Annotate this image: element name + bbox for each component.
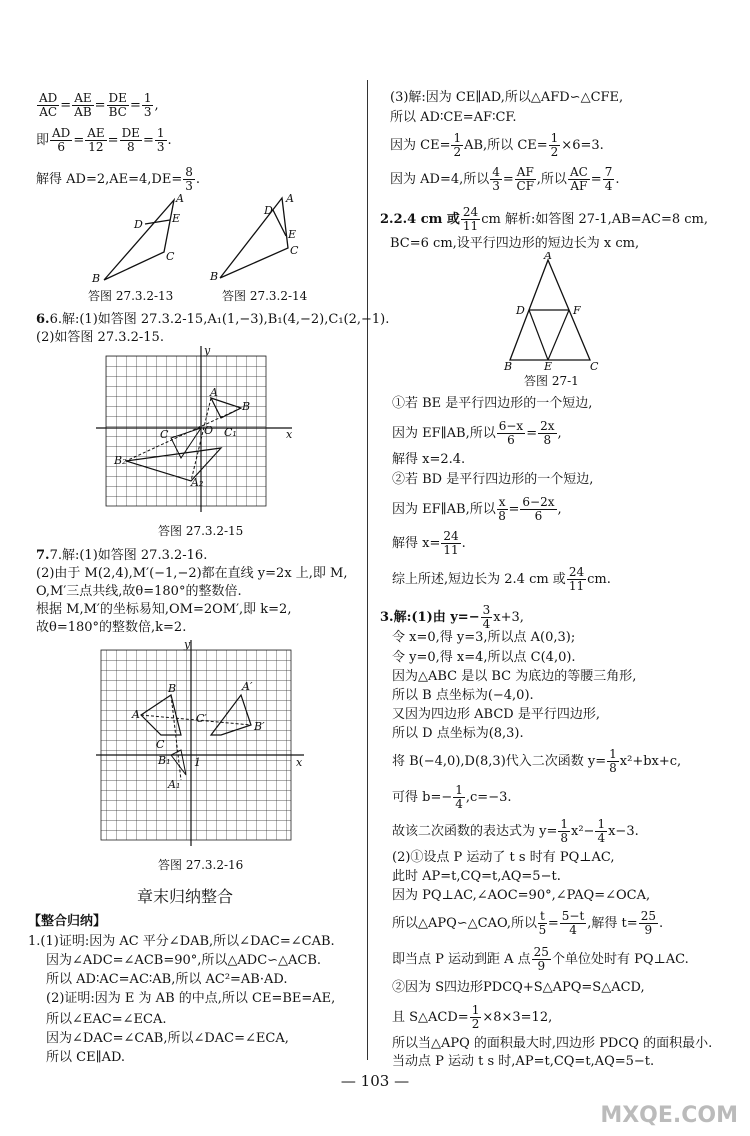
q7-line-3: O,M′三点共线,故θ=180°的整数倍. [36, 584, 242, 599]
svg-text:B: B [210, 270, 219, 283]
q3-line-1: 3.解:(1)由 y=− $\frac{3}{4}$ x+3, [380, 603, 524, 631]
caption-fig-14: 答图 27.3.2-14 [222, 289, 308, 303]
svg-text:F: F [573, 304, 581, 317]
figure-27-3-2-16 [96, 640, 306, 850]
case-summary: 综上所述,短边长为 2.4 cm 或 $\frac{24}{11}$ cm. [392, 565, 611, 593]
svg-text:y: y [204, 346, 211, 357]
figure-27-3-2-14 [208, 190, 308, 286]
s1-line-7: 所以 CE∥AD. [46, 1050, 126, 1065]
column-divider [367, 80, 368, 1060]
svg-text:O: O [204, 424, 214, 437]
q2-line-1: 2.2.4 cm 或 $\frac{24}{11}$ cm 解析:如答图 27-1,AB=AC=8 cm, [380, 205, 708, 233]
q7-line-1: 7.7.解:(1)如答图 27.3.2-16. [36, 548, 208, 563]
svg-text:A₂: A₂ [191, 476, 204, 489]
svg-text:C₁: C₁ [224, 426, 237, 439]
q3-line-10: 故该二次函数的表达式为 y= $\frac{1}{8}$ x²− $\frac{1}{4}$ x−3. [392, 817, 639, 845]
svg-text:A: A [544, 252, 552, 262]
q3-line-15: 即当点 P 运动到距 A 点 $\frac{25}{9}$ 个单位处时有 PQ⊥AC. [392, 945, 689, 973]
case2-eq: 因为 EF∥AB,所以 $\frac{x}{8}$ = $\frac{6-2x}{6}$ , [392, 495, 562, 523]
svg-text:A: A [132, 708, 140, 721]
svg-text:D: D [264, 204, 273, 217]
page-number: — 103 — [340, 1072, 410, 1090]
caption-fig-13: 答图 27.3.2-13 [88, 289, 174, 303]
case1-line: ①若 BE 是平行四边形的一个短边, [392, 396, 593, 411]
q3-line-16: ②因为 S四边形PDCQ+S△APQ=S△ACD, [392, 980, 645, 995]
q3-line-12: 此时 AP=t,CQ=t,AQ=5−t. [392, 869, 561, 884]
watermark-logo: MXQE.COM [600, 1103, 738, 1128]
svg-text:C: C [590, 360, 599, 372]
caption-fig-15: 答图 27.3.2-15 [158, 524, 244, 538]
caption-fig-16: 答图 27.3.2-16 [158, 858, 244, 872]
q2-line-2: BC=6 cm,设平行四边形的短边长为 x cm, [390, 236, 640, 251]
case2-line: ②若 BD 是平行四边形的一个短边, [392, 472, 594, 487]
q3-line-8: 将 B(−4,0),D(8,3)代入二次函数 y= $\frac{1}{8}$ x²+bx+c, [392, 747, 682, 775]
q3-line-18: 所以当△APQ 的面积最大时,四边形 PDCQ 的面积最小. [392, 1036, 713, 1051]
q3-line-4: 因为△ABC 是以 BC 为底边的等腰三角形, [392, 669, 637, 684]
s1-line-1: 1.(1)证明:因为 AC 平分∠DAB,所以∠DAC=∠CAB. [28, 934, 335, 949]
svg-text:C: C [290, 244, 299, 257]
figure-27-3-2-15 [96, 346, 296, 516]
equation-ratio-1: $\frac{AD}{AC}$ = $\frac{AE}{AB}$ = $\frac{DE}{BC}$ = $\frac{1}{3}$ , [39, 91, 159, 119]
case1-solve: 解得 x=2.4. [392, 452, 466, 467]
case2-solve: 解得 x= $\frac{24}{11}$ . [392, 529, 466, 557]
figure-27-3-2-13 [88, 190, 188, 286]
box-title: 【整合归纳】 [28, 914, 107, 929]
svg-text:A₁: A₁ [168, 778, 181, 791]
svg-text:A: A [210, 386, 218, 399]
svg-text:B: B [242, 400, 251, 413]
s1-line-4: (2)证明:因为 E 为 AB 的中点,所以 CE=BE=AE, [46, 991, 336, 1006]
q7-line-4: 根据 M,M′的坐标易知,OM=2OM′,即 k=2, [36, 602, 292, 617]
svg-text:B₂: B₂ [114, 454, 127, 467]
equation-ratio-2: 即 $\frac{AD}{6}$ = $\frac{AE}{12}$ = $\frac{DE}{8}$ = $\frac{1}{3}$ . [36, 126, 172, 154]
svg-text:C′: C′ [196, 712, 207, 725]
q6-line-1: 6.6.解:(1)如答图 27.3.2-15,A₁(1,−3),B₁(4,−2),C₁(2,−1). [36, 312, 390, 327]
r-line-2: 所以 AD∶CE=AF∶CF. [390, 110, 517, 125]
q3-line-9: 可得 b=− $\frac{1}{4}$ ,c=−3. [392, 783, 512, 811]
svg-text:B: B [504, 360, 513, 372]
s1-line-2: 因为∠ADC=∠ACB=90°,所以△ADC∽△ACB. [46, 953, 322, 968]
svg-text:A: A [286, 192, 294, 205]
solve-line: 解得 AD=2,AE=4,DE= $\frac{8}{3}$ . [36, 165, 200, 193]
q3-line-13: 因为 PQ⊥AC,∠AOC=90°,∠PAQ=∠OCA, [392, 888, 651, 903]
svg-text:C: C [156, 738, 165, 751]
q3-line-11: (2)①设点 P 运动了 t s 时有 PQ⊥AC, [392, 850, 615, 865]
q3-line-7: 所以 D 点坐标为(8,3). [392, 726, 524, 741]
svg-text:E: E [544, 360, 553, 372]
svg-text:A′: A′ [242, 680, 253, 693]
svg-text:C: C [160, 428, 169, 441]
svg-text:B: B [92, 272, 101, 285]
svg-text:A: A [176, 192, 184, 205]
q3-line-3: 令 y=0,得 x=4,所以点 C(4,0). [392, 650, 576, 665]
q3-line-19: 当动点 P 运动 t s 时,AP=t,CQ=t,AQ=5−t. [392, 1054, 655, 1069]
r-line-3: 因为 CE= $\frac{1}{2}$ AB,所以 CE= $\frac{1}{2}$ ×6=3. [390, 131, 604, 159]
svg-text:D: D [516, 304, 525, 317]
figure-27-1 [500, 252, 604, 372]
svg-text:x: x [296, 756, 303, 769]
s1-line-3: 所以 AD∶AC=AC∶AB,所以 AC²=AB·AD. [46, 972, 288, 987]
q3-line-2: 令 x=0,得 y=3,所以点 A(0,3); [392, 630, 576, 645]
section-title: 章末归纳整合 [136, 887, 233, 906]
case1-eq: 因为 EF∥AB,所以 $\frac{6-x}{6}$ = $\frac{2x}{8}$ , [392, 419, 562, 447]
svg-text:B₁: B₁ [158, 754, 171, 767]
svg-text:D: D [134, 218, 143, 231]
q3-line-6: 又因为四边形 ABCD 是平行四边形, [392, 707, 600, 722]
r-line-1: (3)解:因为 CE∥AD,所以△AFD∽△CFE, [390, 90, 624, 105]
s1-line-5: 所以∠EAC=∠ECA. [46, 1012, 167, 1027]
svg-text:x: x [286, 428, 293, 441]
svg-text:B′: B′ [254, 720, 265, 733]
caption-fig-27-1: 答图 27-1 [524, 374, 579, 388]
q7-line-5: 故θ=180°的整数倍,k=2. [36, 620, 187, 635]
q3-line-14: 所以△APQ∽△CAO,所以 $\frac{t}{5}$ = $\frac{5-t}{4}$ ,解得 t= $\frac{25}{9}$ . [392, 909, 664, 937]
svg-text:1: 1 [194, 756, 201, 769]
q3-line-5: 所以 B 点坐标为(−4,0). [392, 688, 534, 703]
q7-line-2: (2)由于 M(2,4),M′(−1,−2)都在直线 y=2x 上,即 M, [36, 566, 348, 581]
svg-text:B: B [168, 682, 177, 695]
svg-text:y: y [184, 640, 191, 651]
q6-line-2: (2)如答图 27.3.2-15. [36, 330, 164, 345]
r-line-4: 因为 AD=4,所以 $\frac{4}{3}$ = $\frac{AF}{CF}$ ,所以 $\frac{AC}{AF}$ = $\frac{7}{4}$ . [390, 165, 620, 193]
svg-text:C: C [166, 250, 175, 263]
s1-line-6: 因为∠DAC=∠CAB,所以∠DAC=∠ECA, [46, 1031, 289, 1046]
svg-text:E: E [172, 212, 181, 225]
q3-line-17: 且 S△ACD= $\frac{1}{2}$ ×8×3=12, [392, 1003, 553, 1031]
svg-text:E: E [288, 228, 297, 241]
